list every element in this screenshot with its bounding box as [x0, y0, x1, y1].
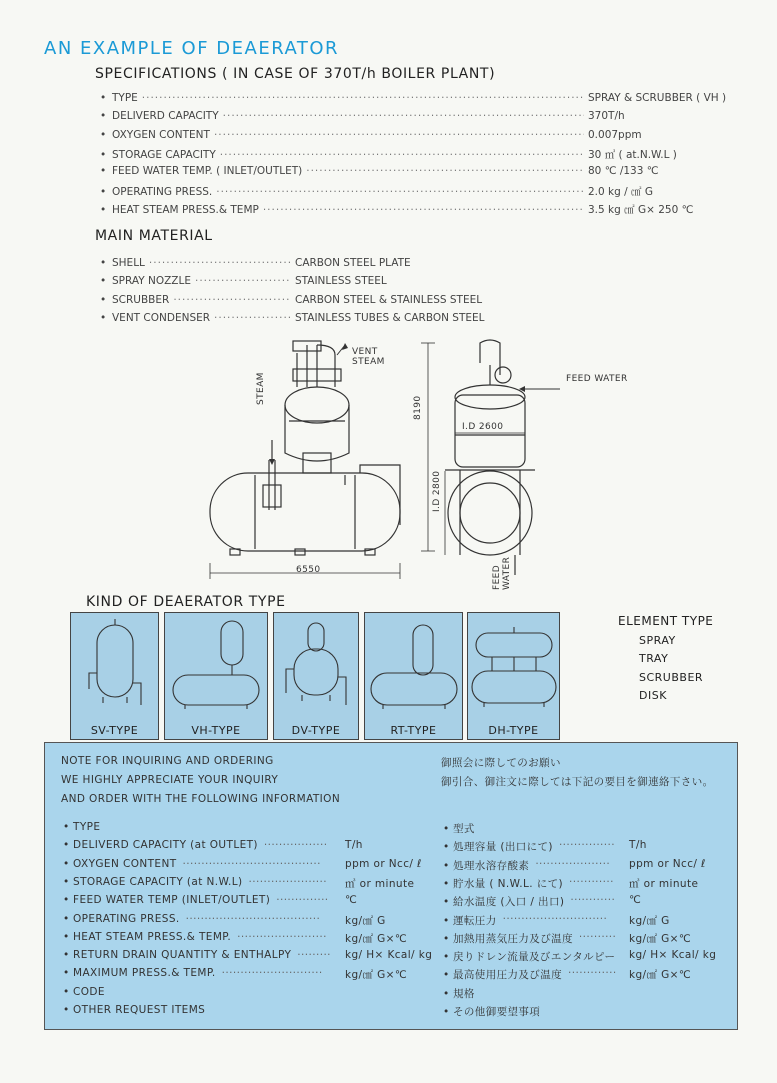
note-en-heading: NOTE FOR INQUIRING AND ORDERING	[61, 755, 274, 767]
kind-label: RT-TYPE	[390, 724, 437, 737]
leader-dots: ··············	[276, 894, 329, 907]
note-item-label: STORAGE CAPACITY (at N.W.L)	[73, 875, 243, 888]
note-item: • OTHER REQUEST ITEMS	[63, 1004, 206, 1016]
leader-dots	[214, 312, 291, 324]
note-item-label: RETURN DRAIN QUANTITY & ENTHALPY	[73, 949, 292, 962]
note-item: • MAXIMUM PRESS.& TEMP.	[63, 967, 216, 980]
note-item-label: 型式	[453, 823, 475, 835]
note-item-label: OXYGEN CONTENT	[73, 857, 177, 870]
note-jp-line1: 御引合、御注文に際しては下記の要目を御連絡下さい。	[441, 776, 714, 788]
specifications-heading: SPECIFICATIONS ( IN CASE OF 370T/h BOILER PLANT)	[95, 66, 496, 82]
spec-row: • STORAGE CAPACITY ····· 30 ㎥ ( at.N.W.L )	[100, 147, 700, 162]
note-item-unit: ㎥ or minute	[629, 877, 699, 890]
dim-id-top-label: I.D 2600	[462, 422, 504, 432]
row-label: SPRAY NOZZLE	[112, 275, 191, 288]
kinds-heading: KIND OF DEAERATOR TYPE	[86, 594, 286, 610]
note-item-label: FEED WATER TEMP (INLET/OUTLET)	[73, 894, 271, 907]
leader-dots	[173, 294, 291, 306]
spec-row: • SHELL ····· CARBON STEEL PLATE	[100, 257, 520, 269]
leader-dots: ···············	[558, 839, 616, 852]
note-item-label: 給水温度 (入口 / 出口)	[453, 896, 565, 909]
leader-dots: ···························	[221, 967, 323, 980]
row-value: 30 ㎥ ( at.N.W.L )	[588, 148, 677, 161]
note-item: • TYPE	[63, 821, 101, 833]
leader-dots: ·····················	[248, 875, 328, 888]
dh-type-diagram	[468, 613, 559, 723]
spec-row: • DELIVERD CAPACITY ····· 370T/h	[100, 110, 700, 122]
row-label: TYPE	[112, 92, 138, 104]
rt-type-diagram	[365, 613, 462, 723]
dv-type-diagram	[274, 613, 358, 723]
steam-label: STEAM	[256, 372, 266, 405]
note-item: • 最高使用圧力及び温度	[443, 969, 562, 982]
note-en-line2: AND ORDER WITH THE FOLLOWING INFORMATION	[61, 793, 341, 805]
note-item-unit: ppm or Ncc/ ℓ	[629, 857, 706, 870]
note-item-label: 加熱用蒸気圧力及び温度	[453, 932, 573, 945]
leader-dots: ············	[569, 875, 614, 888]
leader-dots: ·············	[568, 967, 617, 980]
kind-label: SV-TYPE	[90, 724, 139, 737]
leader-dots: ·········	[297, 949, 331, 962]
note-item-label: MAXIMUM PRESS.& TEMP.	[73, 967, 216, 980]
note-item: • DELIVERD CAPACITY (at OUTLET)	[63, 839, 258, 852]
kind-vh-type	[164, 612, 268, 740]
note-item-label: 最高使用圧力及び温度	[453, 969, 562, 982]
leader-dots: ························	[237, 930, 327, 943]
spec-row: • FEED WATER TEMP. ( INLET/OUTLET) ····· 80 ℃ /133 ℃	[100, 165, 700, 177]
note-item-unit: kg/ H× Kcal/ kg	[345, 949, 433, 962]
note-item: • STORAGE CAPACITY (at N.W.L)	[63, 875, 243, 888]
note-item-label: 貯水量 ( N.W.L. にて)	[453, 877, 564, 890]
note-item: • 運転圧力	[443, 914, 497, 927]
kind-label: DV-TYPE	[291, 724, 341, 737]
note-item: • HEAT STEAM PRESS.& TEMP.	[63, 930, 232, 943]
feed-water-label: FEED WATER	[566, 374, 628, 384]
kind-label: VH-TYPE	[191, 724, 241, 737]
main-material-heading: MAIN MATERIAL	[95, 228, 213, 244]
row-value: 3.5 kg ㎠ G× 250 ℃	[588, 203, 694, 216]
note-item: • OXYGEN CONTENT	[63, 857, 177, 870]
note-item: • 処理容量 (出口にて)	[443, 841, 553, 854]
element-item: TRAY	[639, 652, 669, 665]
kind-rt-type	[364, 612, 463, 740]
note-item-unit: kg/ H× Kcal/ kg	[629, 949, 717, 962]
leader-dots: ····························	[502, 912, 608, 925]
row-value: 0.007ppm	[588, 128, 642, 141]
row-value: 370T/h	[588, 110, 625, 123]
dim-height-label: 8190	[413, 395, 423, 420]
spec-row: • SCRUBBER ····· CARBON STEEL & STAINLESS STEEL	[100, 294, 520, 306]
note-en-line1: WE HIGHLY APPRECIATE YOUR INQUIRY	[61, 774, 279, 786]
note-jp-heading: 御照会に際してのお願い	[441, 757, 561, 769]
leader-dots	[216, 186, 584, 198]
leader-dots	[142, 92, 584, 104]
note-item-label: 運転圧力	[453, 914, 497, 927]
leader-dots	[263, 204, 584, 216]
element-item: DISK	[639, 689, 667, 702]
vent-steam-label: VENT STEAM	[352, 347, 385, 367]
dim-id-side-label: I.D 2800	[432, 470, 442, 512]
note-item: • FEED WATER TEMP (INLET/OUTLET)	[63, 894, 271, 907]
element-item: SCRUBBER	[639, 671, 704, 684]
spec-row: • TYPE ····· SPRAY & SCRUBBER ( VH )	[100, 92, 700, 104]
row-label: DELIVERD CAPACITY	[112, 110, 219, 123]
note-item-label: 処理水溶存酸素	[453, 859, 530, 872]
row-label: SHELL	[112, 257, 145, 269]
note-item-unit: kg/㎠ G×℃	[345, 969, 408, 982]
spec-row: • OPERATING PRESS. ····· 2.0 kg / ㎠ G	[100, 184, 700, 199]
leader-dots: ··········	[578, 930, 617, 943]
spec-row: • OXYGEN CONTENT ····· 0.007ppm	[100, 129, 700, 141]
row-value: SPRAY & SCRUBBER ( VH )	[588, 92, 727, 104]
kind-label: DH-TYPE	[488, 724, 539, 737]
note-item: • 給水温度 (入口 / 出口)	[443, 896, 565, 909]
note-item: • CODE	[63, 985, 105, 998]
leader-dots: ·················	[263, 839, 328, 852]
row-label: FEED WATER TEMP. ( INLET/OUTLET)	[112, 165, 303, 178]
vh-type-diagram	[165, 613, 267, 723]
note-item: • OPERATING PRESS.	[63, 912, 180, 925]
element-item: SPRAY	[639, 634, 676, 647]
note-item: • 貯水量 ( N.W.L. にて)	[443, 877, 564, 890]
note-item: • 型式	[443, 823, 475, 835]
sv-type-diagram	[71, 613, 158, 723]
row-value: CARBON STEEL PLATE	[295, 257, 411, 269]
kind-dv-type	[273, 612, 359, 740]
leader-dots	[223, 110, 584, 122]
note-item-unit: ㎥ or minute	[345, 877, 415, 890]
note-item: • 加熱用蒸気圧力及び温度	[443, 932, 573, 945]
note-item: • 規格	[443, 987, 475, 1000]
leader-dots: ····································	[185, 912, 321, 925]
row-label: SCRUBBER	[112, 293, 170, 306]
note-item: • 戻りドレン流量及びエンタルピー	[443, 951, 616, 964]
row-label: OXYGEN CONTENT	[112, 128, 210, 141]
row-value: CARBON STEEL & STAINLESS STEEL	[295, 293, 483, 306]
note-item-unit: kg/㎠ G	[345, 914, 386, 927]
note-item-unit: T/h	[629, 839, 647, 852]
note-item-label: OTHER REQUEST ITEMS	[73, 1004, 206, 1016]
note-item-unit: kg/㎠ G×℃	[345, 932, 408, 945]
row-label: VENT CONDENSER	[112, 311, 211, 324]
note-item-label: 規格	[453, 987, 475, 1000]
note-item-unit: kg/㎠ G	[629, 914, 670, 927]
spec-row: • HEAT STEAM PRESS.& TEMP ····· 3.5 kg ㎠ G× 250 ℃	[100, 202, 700, 217]
note-item-label: 戻りドレン流量及びエンタルピー	[453, 951, 616, 964]
note-item: • その他御要望事項	[443, 1006, 541, 1018]
leader-dots: ·····································	[182, 857, 321, 870]
row-value: STAINLESS TUBES & CARBON STEEL	[295, 311, 485, 324]
note-item-unit: ppm or Ncc/ ℓ	[345, 857, 422, 870]
row-label: HEAT STEAM PRESS.& TEMP	[112, 203, 259, 216]
spec-row: • VENT CONDENSER ····· STAINLESS TUBES & CARBON STEEL	[100, 312, 520, 324]
kind-sv-type	[70, 612, 159, 740]
note-item-unit: kg/㎠ G×℃	[629, 932, 692, 945]
row-label: STORAGE CAPACITY	[112, 148, 216, 161]
note-item-unit: kg/㎠ G×℃	[629, 969, 692, 982]
element-type-heading: ELEMENT TYPE	[618, 614, 714, 628]
row-label: OPERATING PRESS.	[112, 185, 213, 198]
page-title: AN EXAMPLE OF DEAERATOR	[44, 38, 340, 59]
note-item: • RETURN DRAIN QUANTITY & ENTHALPY	[63, 949, 292, 962]
note-item-label: OPERATING PRESS.	[73, 912, 180, 925]
leader-dots: ····················	[535, 857, 611, 870]
note-item-label: TYPE	[73, 821, 101, 833]
spec-row: • SPRAY NOZZLE ····· STAINLESS STEEL	[100, 275, 520, 287]
note-item-unit: T/h	[345, 839, 363, 852]
note-item-label: 処理容量 (出口にて)	[453, 841, 553, 854]
note-item-unit: ℃	[629, 894, 642, 907]
leader-dots	[195, 275, 291, 287]
leader-dots	[220, 149, 584, 161]
note-item: • 処理水溶存酸素	[443, 859, 530, 872]
note-item-label: HEAT STEAM PRESS.& TEMP.	[73, 930, 232, 943]
leader-dots	[306, 165, 584, 177]
dim-length-label: 6550	[296, 565, 321, 575]
kind-dh-type	[467, 612, 560, 740]
leader-dots: ············	[570, 894, 616, 907]
note-box	[44, 742, 738, 1030]
feed-water-vertical-label: FEED WATER	[492, 556, 512, 590]
note-item-label: その他御要望事項	[453, 1006, 541, 1018]
note-item-label: DELIVERD CAPACITY (at OUTLET)	[73, 839, 258, 852]
leader-dots	[214, 129, 584, 141]
note-item-unit: ℃	[345, 894, 358, 907]
row-value: 2.0 kg / ㎠ G	[588, 185, 653, 198]
row-value: 80 ℃ /133 ℃	[588, 165, 659, 178]
row-value: STAINLESS STEEL	[295, 275, 387, 288]
leader-dots	[149, 257, 291, 269]
note-item-label: CODE	[73, 985, 105, 998]
